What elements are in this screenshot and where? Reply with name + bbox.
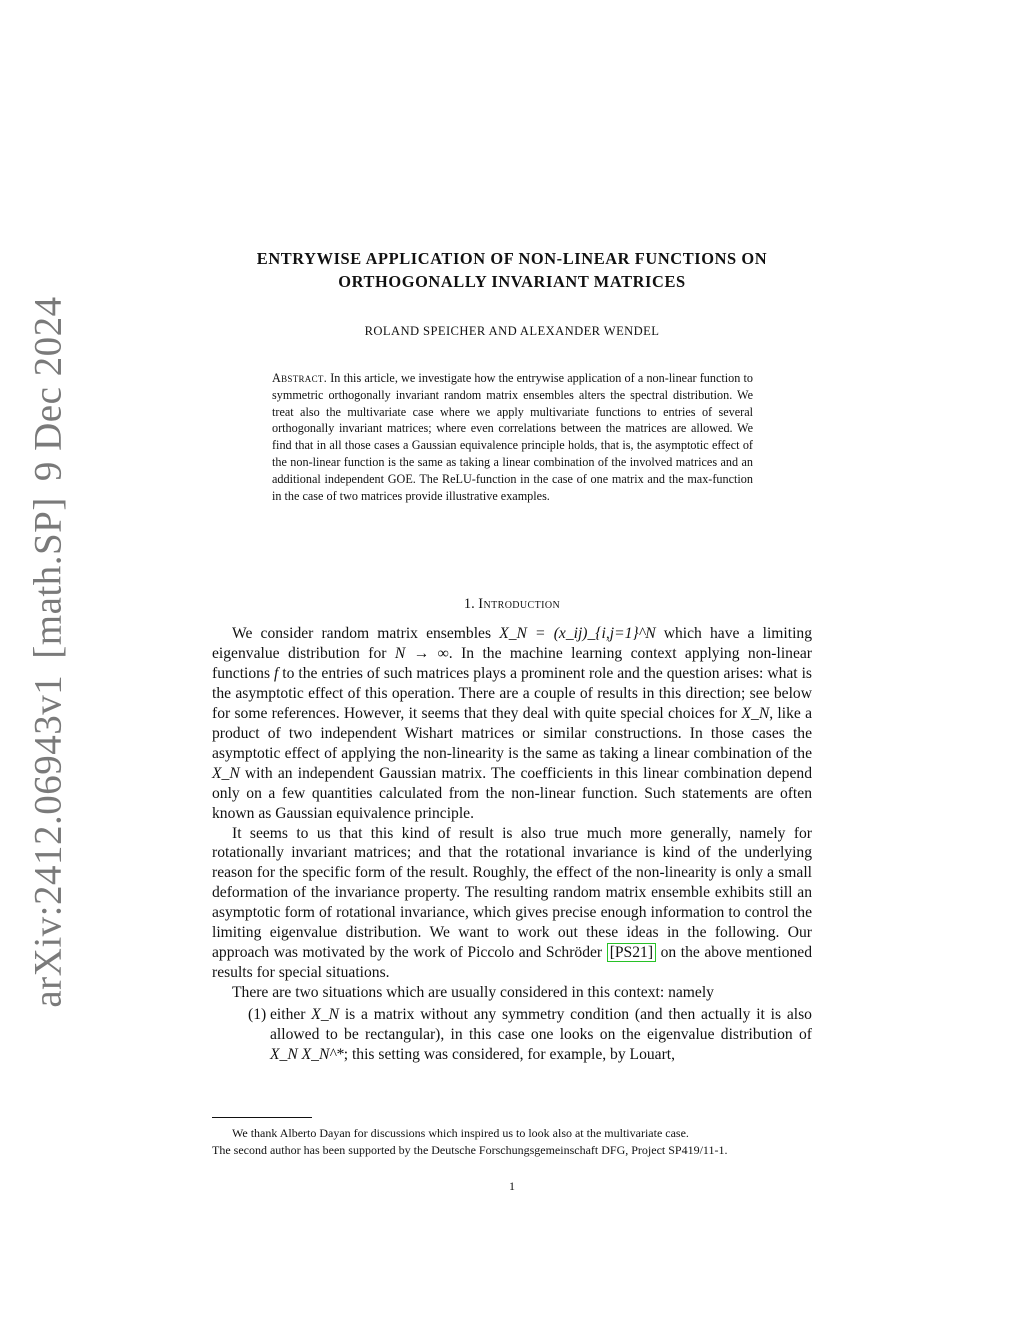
math-n-to-infinity: N → ∞ — [394, 644, 449, 662]
abstract — [272, 370, 753, 504]
paragraph-1 — [212, 624, 812, 824]
math-xn-xn-star: X_N X_N^* — [270, 1046, 344, 1064]
text-span: which have a limiting eigenvalue distribution for — [212, 625, 812, 662]
math-xn: X_N — [311, 1006, 340, 1024]
footnote — [212, 1125, 812, 1159]
abstract-text: In this article, we investigate how the entrywise application of a non-linear function to symmetric orthogonally invariant random matrix ensembles alters the spectral distribution. We treat also the multivariate case where we apply multivariate functions to entries of several orthogonally invariant matrices; where even correlations between the matrices are allowed. We find that in all those cases a Gaussian equivalence principle holds, that is, the asymptotic effect of the non-linear function is the same as taking a linear combination of the involved matrices and an additional independent GOE. The ReLU-function in the case of one matrix and the max-function in the case of two matrices provide illustrative examples. — [272, 371, 753, 503]
paragraph-3: There are two situations which are usually considered in this context: namely — [232, 984, 714, 1002]
paper-title — [212, 247, 812, 293]
text-span: We consider random matrix ensembles — [232, 625, 500, 642]
math-xn-definition: X_N = (x_ij)_{i,j=1}^N — [499, 625, 656, 642]
arxiv-id: arXiv:2412.06943v1 — [26, 674, 70, 1008]
list-item-number: (1) — [248, 1006, 267, 1024]
text-span: with an independent Gaussian matrix. The coefficients in this linear combination depend only on a few quantities calculated from the non-linear function. Such statements are often known as Gaussian equivalence principle. — [212, 764, 812, 822]
arxiv-stamp — [26, 280, 71, 1007]
math-xn: X_N — [741, 704, 770, 722]
text-span: It seems to us that this kind of result is also true much more generally, namely for rotationally invariant matrices; and that the rotational invariance is kind of the underlying reason for the specific form of the result. Roughly, the effect of the non-linearity is only a small deformation of the invariance property. The resulting random matrix ensemble exhibits still an asymptotic form of rotational invariance, which gives precise enough information to control the limiting eigenvalue distribution. We want to work out these ideas in the following. Our approach was motivated by the work of Piccolo and Schröder — [212, 824, 812, 962]
arxiv-category: [math.SP] — [26, 497, 70, 659]
text-span: ; this setting was considered, for example, by Louart, — [343, 1046, 676, 1064]
section-heading — [212, 596, 812, 613]
page-number: 1 — [509, 1179, 515, 1193]
text-span: on the above mentioned results for special situations. — [212, 944, 812, 982]
text-span: to the entries of such matrices plays a prominent role and the question arises: what is the asymptotic effect of this operation. There are a couple of results in this direction; see below for some references. However, it seems that they deal with quite special choices for — [212, 664, 812, 722]
text-span: . In the machine learning context applying non-linear functions — [212, 644, 812, 682]
body-text — [212, 624, 812, 1065]
title-line-1: ENTRYWISE APPLICATION OF NON-LINEAR FUNCTIONS ON — [256, 249, 768, 268]
abstract-heading: Abstract. — [272, 371, 328, 385]
section-number: 1. — [463, 596, 475, 612]
math-f: f — [274, 664, 279, 682]
footnote-rule — [212, 1117, 312, 1118]
text-span: , like a product of two independent Wishart matrices or similar constructions. In those cases the asymptotic effect of applying the non-linearity is the same as taking a linear combination of the — [212, 704, 812, 762]
section-title: Introduction — [478, 596, 561, 612]
text-span: either — [270, 1006, 312, 1024]
footnote-line-2: The second author has been supported by the Deutsche Forschungsgemeinschaft DFG, Project SP419/11-1. — [212, 1143, 728, 1157]
case-list — [212, 1005, 812, 1065]
paragraph-2 — [212, 824, 812, 984]
footnote-line-1: We thank Alberto Dayan for discussions which inspired us to look also at the multivariate case. — [232, 1126, 689, 1140]
math-xn: X_N — [212, 764, 240, 782]
list-item — [212, 1005, 812, 1065]
citation-link[interactable]: [PS21] — [607, 943, 656, 962]
text-span: is a matrix without any symmetry condition (and then actually it is also allowed to be rectangular), in this case one looks on the eigenvalue distribution of — [270, 1006, 812, 1044]
title-line-2: ORTHOGONALLY INVARIANT MATRICES — [338, 272, 686, 291]
paper-authors: ROLAND SPEICHER AND ALEXANDER WENDEL — [364, 324, 660, 338]
arxiv-date: 9 Dec 2024 — [26, 296, 70, 482]
